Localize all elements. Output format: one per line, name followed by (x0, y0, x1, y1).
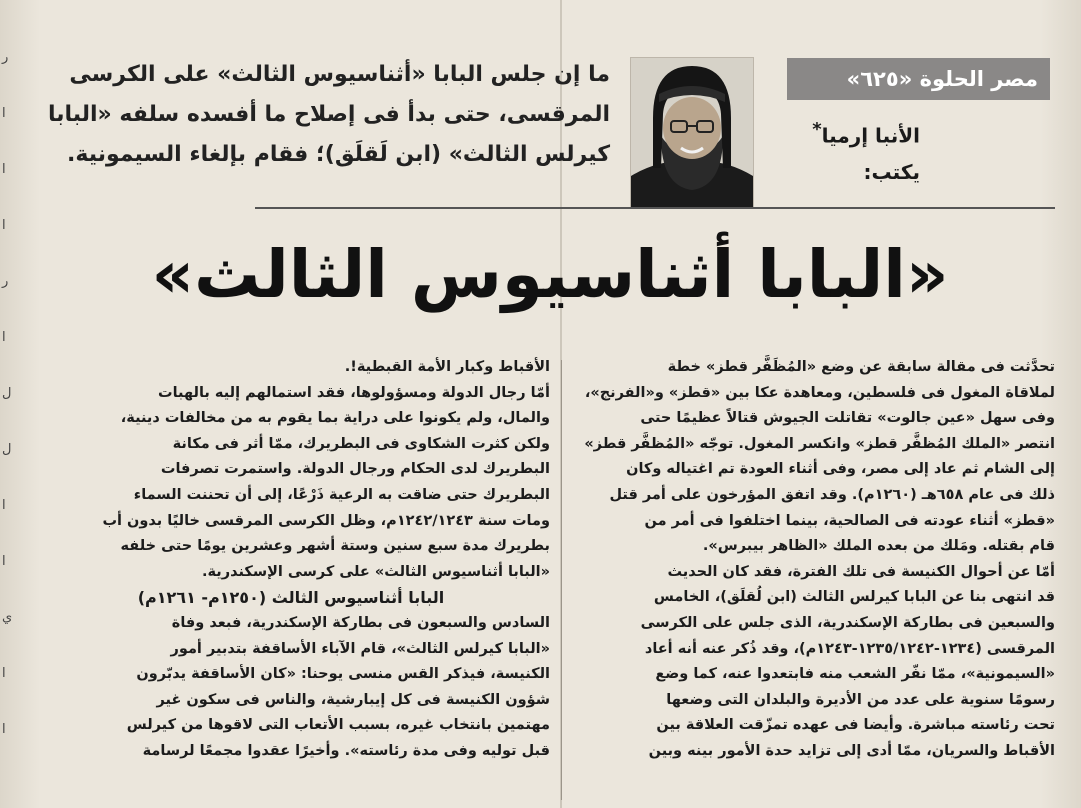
header-rule (255, 207, 1055, 209)
author-byline (760, 112, 920, 190)
body-line: «البابا أثناسيوس الثالث» على كرسى الإسكندرية. (202, 563, 550, 580)
body-line: ولكن كثرت الشكاوى فى البطريرك، ممّا أثر فى مكانة (172, 435, 550, 452)
author-star: * (812, 119, 822, 140)
body-line: تحت رئاسته مباشرة. وأيضا فى عهده تمزّقت العلاقة بين (656, 717, 1055, 734)
article-column-right (575, 355, 1055, 765)
body-line: الأقباط وكبار الأمة القبطية!. (344, 359, 550, 375)
body-line: تحدَّثت فى مقالة سابقة عن وضع «المُظَفَّر قطز» خطة (667, 359, 1055, 375)
intro-line: ما إن جلس البابا «أثناسيوس الثالث» على الكرسى (69, 62, 610, 87)
article-headline: «البابا أثناسيوس الثالث» (151, 236, 949, 313)
body-line: قد انتهى بنا عن البابا كيرلس الثالث (ابن لُقلَق)، الخامس (653, 589, 1055, 606)
body-line: انتصر «الملك المُظفَّر قطز» وانكسر المغول. توجّه «المُظفَّر قطز» (584, 435, 1055, 452)
column-tag-text: مصر الحلوة «٦٢٥» (846, 67, 1038, 91)
body-line: مهتمين بانتخاب غيره، بسبب الأتعاب التى لاقوها من كيرلس (126, 717, 550, 734)
body-line: وفى سهل «عين جالوت» تقاتلت الجيوش قتالاً عظيمًا حتى (640, 410, 1055, 427)
body-line: قبل توليه وفى مدة رئاسته». وأخيرًا عقدوا مجمعًا لرسامة (142, 742, 550, 759)
column-tag-banner (787, 58, 1050, 100)
body-line: رسومًا سنوية على عدد من الأديرة والبلدان التى وضعها (666, 691, 1055, 708)
column-divider (561, 360, 562, 800)
article-intro (30, 55, 610, 175)
intro-line: المرقسى، حتى بدأ فى إصلاح ما أفسده سلفه «البابا (47, 102, 610, 127)
body-line: «البابا كيرلس الثالث»، قام الآباء الأساقفة بتدبير أمور (170, 640, 550, 657)
body-line: المرقسى (١٢٣٤-١٢٣٥/١٢٤٢-١٢٤٣م)، وقد ذُكر عنه أنه أعاد (644, 640, 1055, 657)
section-subheading: البابا أثناسيوس الثالث (١٢٥٠م- ١٢٦١م) (137, 588, 445, 608)
body-line: إلى الشام ثم عاد إلى مصر، وفى أثناء العودة تم اغتياله وكان (626, 461, 1055, 478)
body-line: البطريرك حتى ضاقت به الرعية ذَرْعًا، إلى أن تحننت السماء (133, 486, 550, 503)
writes-label: يكتب: (863, 159, 920, 184)
author-name: الأنبا إرميا (821, 123, 920, 148)
body-line: والسبعين فى بطاركة الإسكندرية، الذى جلس على الكرسى (640, 614, 1055, 631)
body-line: قام بقتله. ومَلك من بعده الملك «الظاهر بيبرس». (702, 538, 1055, 555)
author-photo (630, 57, 754, 209)
author-portrait-image (631, 58, 753, 208)
body-line: بطريرك مدة سبع سنين وستة أشهر وعشرين يومًا حتى خلفه (120, 538, 550, 555)
intro-line: كيرلس الثالث» (ابن لَقلَق)؛ فقام بإلغاء السيمونية. (67, 142, 610, 167)
body-line: السادس والسبعون فى بطاركة الإسكندرية، فبعد وفاة (171, 614, 550, 631)
body-line: «السيمونية»، ممّا نفّر الشعب منه فابتعدوا عنه، كما وضع (655, 666, 1055, 683)
body-line: شؤون الكنيسة فى كل إيبارشية، والناس فى سكون غير (156, 691, 550, 708)
body-line: ومات سنة ١٢٤٢/١٢٤٣م، وظل الكرسى المرقسى خاليًا بدون أب (102, 512, 550, 529)
body-line: الأقباط والسريان، ممّا أدى إلى تزايد حدة الأمور بينه وبين (648, 742, 1055, 759)
body-line: «قطز» أثناء عودته فى الصالحية، بينما اختلفوا فى أمر من (644, 512, 1055, 529)
body-line: الكنيسة، فيذكر القس منسى يوحنا: «كان الأساقفة يدبّرون (136, 666, 550, 683)
body-line: أمّا رجال الدولة ومسؤولوها، فقد استمالهم إليه بالهبات (158, 384, 550, 401)
body-line: البطريرك لدى الحكام ورجال الدولة. واستمرت تصرفات (160, 461, 550, 478)
body-line: لملاقاة المغول فى فلسطين، ومعاهدة عكا بين «قطز» و«الفرنج»، (584, 384, 1055, 401)
article-column-left (32, 355, 550, 765)
page-edge-marks: ر ا ا ا ر ا ل ل ا ا ي ا ا (2, 50, 13, 737)
body-line: ذلك فى عام ٦٥٨هـ (١٢٦٠م). وقد اتفق المؤرخون على أمر قتل (609, 486, 1055, 503)
body-line: والمال، ولم يكونوا على دراية بما يقوم به من مخالفات دينية، (120, 410, 550, 427)
body-line: أمّا عن أحوال الكنيسة فى تلك الفترة، فقد كان الحديث (667, 563, 1055, 580)
